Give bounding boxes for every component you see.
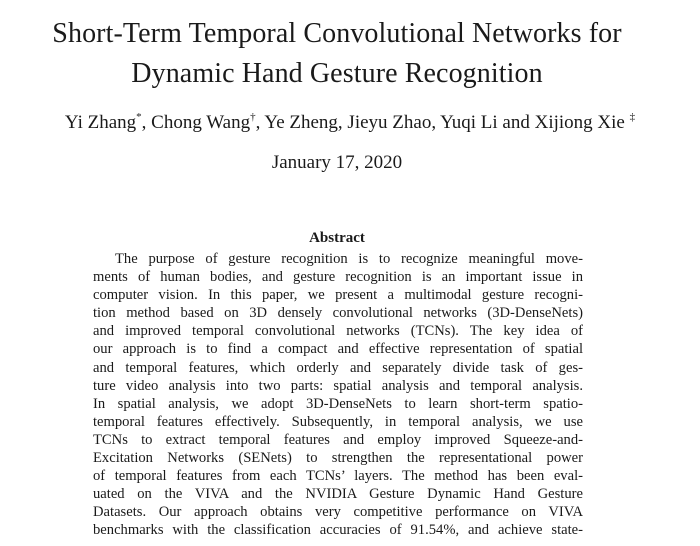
abstract-line: Excitation Networks (SENets) to strengthen the representational power bbox=[93, 450, 583, 467]
abstract-line: The purpose of gesture recognition is to recognize meaningful move- bbox=[115, 251, 583, 267]
publication-date: January 17, 2020 bbox=[271, 152, 403, 173]
abstract-line: temporal features effectively. Subsequently, in temporal analysis, we use bbox=[93, 413, 583, 430]
author-separator: , bbox=[337, 112, 343, 133]
author-separator: , bbox=[141, 112, 147, 133]
abstract-line: our approach is to find a compact and effective representation of spatial bbox=[93, 341, 583, 358]
abstract-line: ture video analysis into two parts: spatial analysis and temporal analysis. bbox=[93, 377, 583, 394]
author-list bbox=[0, 110, 700, 136]
abstract-body bbox=[93, 250, 583, 540]
abstract-line: and temporal features, which orderly and separately divide task of ges- bbox=[93, 359, 583, 376]
author-separator: , bbox=[431, 112, 437, 133]
author-footnote-mark[interactable]: * bbox=[136, 111, 142, 123]
abstract-line: and improved temporal convolutional networks (TCNs). The key idea of bbox=[93, 323, 583, 340]
author-name: Ye Zheng bbox=[264, 112, 338, 133]
author-footnote-mark[interactable]: ‡ bbox=[629, 111, 636, 123]
author-footnote-mark[interactable]: † bbox=[250, 111, 256, 123]
abstract-line: uated on the VIVA and the NVIDIA Gesture Dynamic Hand Gesture bbox=[93, 486, 583, 503]
author-name: Yuqi Li bbox=[440, 112, 498, 133]
abstract-line: TCNs to extract temporal features and employ improved Squeeze-and- bbox=[93, 431, 583, 448]
abstract-line: In spatial analysis, we adopt 3D-DenseNets to learn short-term spatio- bbox=[93, 395, 583, 412]
title-line-2: Dynamic Hand Gesture Recognition bbox=[131, 58, 543, 89]
abstract-line: tion method based on 3D densely convolutional networks (3D-DenseNets) bbox=[93, 305, 583, 322]
abstract-line: Datasets. Our approach obtains very competitive performance on VIVA bbox=[93, 504, 583, 521]
paper-title bbox=[0, 14, 674, 94]
author-separator: , bbox=[255, 112, 261, 133]
abstract-heading: Abstract bbox=[309, 230, 365, 246]
abstract-line: computer vision. In this paper, we present a multimodal gesture recogni- bbox=[93, 287, 583, 304]
abstract-line: of temporal features from each TCNs’ layers. The method has been eval- bbox=[93, 468, 583, 485]
author-name: Chong Wang bbox=[151, 112, 251, 133]
abstract-line: benchmarks with the classification accuracies of 91.54%, and achieve state- bbox=[93, 522, 583, 539]
author-conjunction: and bbox=[502, 112, 530, 133]
author-name: Xijiong Xie bbox=[534, 112, 625, 133]
author-name: Yi Zhang bbox=[64, 112, 137, 133]
title-line-1: Short-Term Temporal Convolutional Networks for bbox=[52, 18, 622, 49]
author-name: Jieyu Zhao bbox=[347, 112, 432, 133]
abstract-line: ments of human bodies, and gesture recognition is an important issue in bbox=[93, 269, 583, 286]
